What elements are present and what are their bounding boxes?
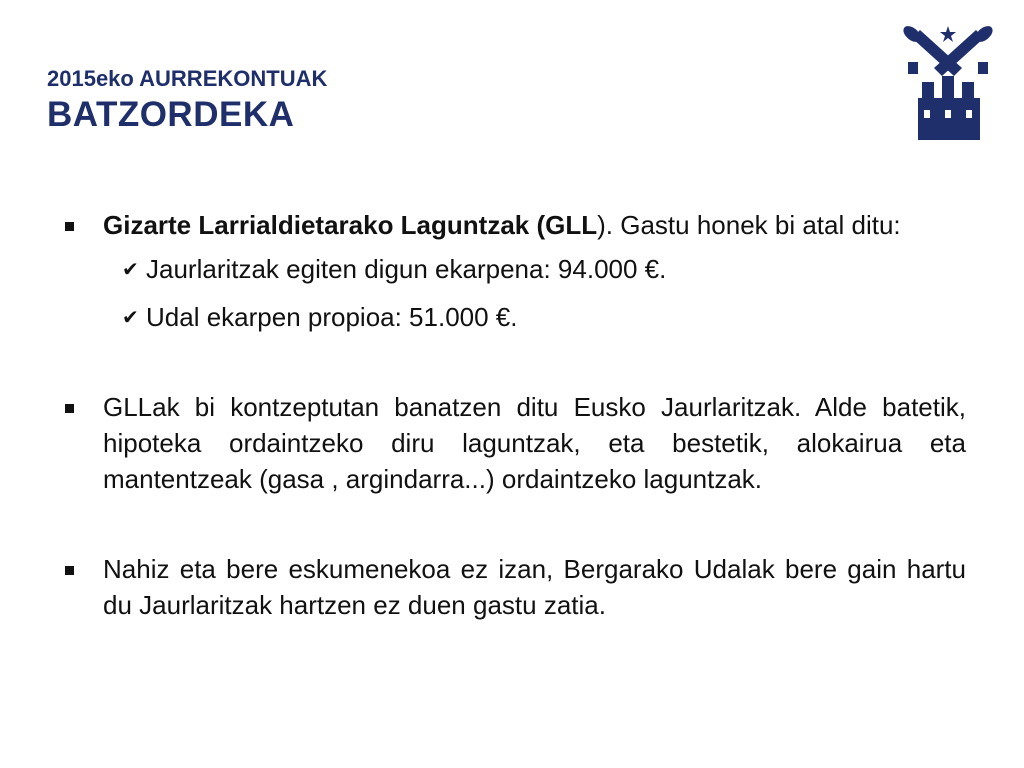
- bullet-item: [60, 207, 966, 243]
- square-bullet-icon: [65, 404, 74, 413]
- sub-list: [60, 251, 966, 335]
- bullet-text: ). Gastu honek bi atal ditu:: [597, 210, 901, 240]
- bergara-coat-of-arms-icon: [900, 24, 996, 142]
- bullet-item: [60, 389, 966, 497]
- bullet-bold-text: Gizarte Larrialdietarako Laguntzak (GLL: [103, 210, 598, 240]
- sub-list-item-text: Jaurlaritzak egiten digun ekarpena: 94.000 €.: [146, 254, 667, 284]
- square-bullet-icon: [65, 566, 74, 575]
- slide-content: [60, 207, 966, 623]
- checkmark-icon: ✔: [122, 257, 139, 281]
- bullet-text: Nahiz eta bere eskumenekoa ez izan, Bergarako Udalak bere gain hartu du Jaurlaritzak hartzen ez duen gastu zatia.: [103, 554, 966, 620]
- sub-list-item: [60, 299, 966, 335]
- square-bullet-icon: [65, 222, 74, 231]
- sub-list-item: [60, 251, 966, 287]
- slide-header: [47, 64, 807, 136]
- slide-title: BATZORDEKA: [47, 95, 295, 134]
- bullet-item: [60, 551, 966, 623]
- slide-subtitle: 2015eko AURREKONTUAK: [47, 66, 328, 91]
- checkmark-icon: ✔: [122, 305, 139, 329]
- sub-list-item-text: Udal ekarpen propioa: 51.000 €.: [146, 302, 518, 332]
- bullet-text: GLLak bi kontzeptutan banatzen ditu Eusko Jaurlaritzak. Alde batetik, hipoteka ordaintzeko diru laguntzak, eta bestetik, alokairua eta mantentzeak (gasa , argindarra...) ordaintzeko laguntzak.: [103, 392, 966, 494]
